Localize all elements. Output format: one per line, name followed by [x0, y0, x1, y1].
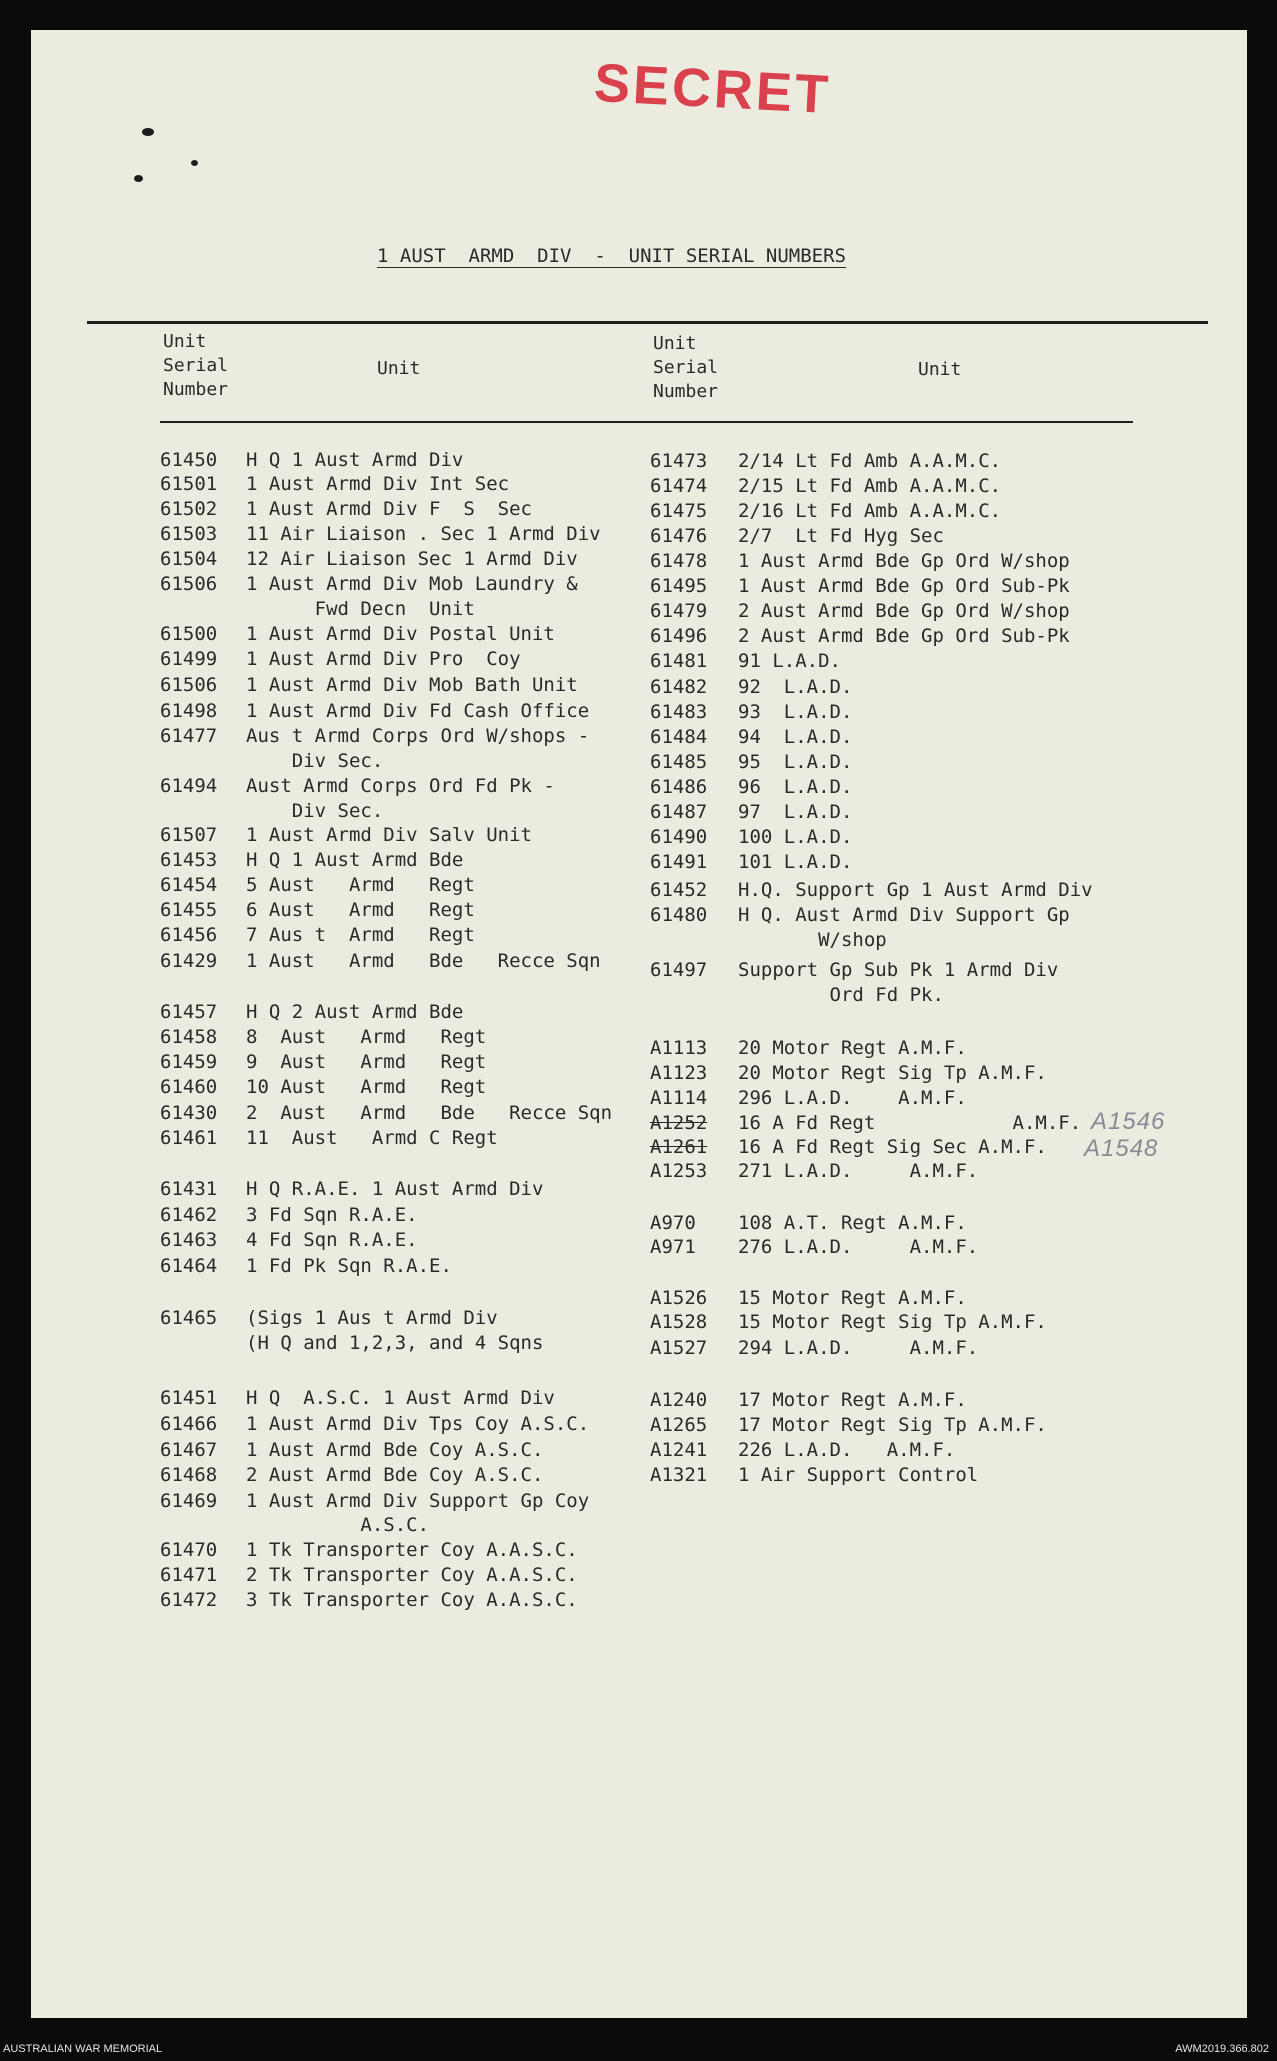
- unit-serial-number: A1241: [650, 1439, 708, 1461]
- unit-name: Div Sec.: [246, 800, 384, 822]
- unit-serial-number: 61462: [160, 1204, 218, 1226]
- unit-serial-number: 61486: [650, 776, 708, 798]
- unit-serial-number: 61494: [160, 775, 218, 797]
- unit-name: 17 Motor Regt A.M.F.: [738, 1389, 967, 1411]
- left-serial-header: Unit Serial Number: [163, 331, 229, 400]
- unit-name: 2 Aust Armd Bde Gp Ord W/shop: [738, 600, 1070, 622]
- unit-serial-number: 61458: [160, 1026, 218, 1048]
- unit-serial-number: A1261: [650, 1136, 708, 1158]
- unit-serial-number: 61460: [160, 1076, 218, 1098]
- unit-serial-number: 61507: [160, 824, 218, 846]
- unit-name: 91 L.A.D.: [738, 650, 841, 672]
- unit-name: 8 Aust Armd Regt: [246, 1026, 487, 1048]
- unit-serial-number: A1321: [650, 1464, 708, 1486]
- footer-left: AUSTRALIAN WAR MEMORIAL: [3, 2043, 163, 2055]
- unit-name: H Q. Aust Armd Div Support Gp: [738, 904, 1070, 926]
- unit-serial-number: A1528: [650, 1311, 708, 1333]
- unit-name: 1 Tk Transporter Coy A.A.S.C.: [246, 1539, 578, 1561]
- paper-blemish: [191, 160, 198, 166]
- unit-name: 94 L.A.D.: [738, 726, 853, 748]
- unit-name: 2 Aust Armd Bde Recce Sqn: [246, 1102, 613, 1124]
- unit-serial-number: 61463: [160, 1229, 218, 1251]
- unit-name: 5 Aust Armd Regt: [246, 874, 475, 896]
- unit-serial-number: 61481: [650, 650, 708, 672]
- unit-name: 9 Aust Armd Regt: [246, 1051, 487, 1073]
- unit-name: 4 Fd Sqn R.A.E.: [246, 1229, 418, 1251]
- unit-serial-number: 61430: [160, 1102, 218, 1124]
- paper-blemish: [134, 175, 143, 182]
- unit-name: Aust Armd Corps Ord Fd Pk -: [246, 775, 555, 797]
- unit-name: 2/7 Lt Fd Hyg Sec: [738, 525, 944, 547]
- unit-name: 1 Aust Armd Bde Gp Ord W/shop: [738, 550, 1070, 572]
- unit-serial-number: A1113: [650, 1037, 708, 1059]
- unit-serial-number: A1253: [650, 1160, 708, 1182]
- unit-serial-number: 61495: [650, 575, 708, 597]
- unit-name: 2 Tk Transporter Coy A.A.S.C.: [246, 1564, 578, 1586]
- unit-name: 1 Aust Armd Div Salv Unit: [246, 824, 532, 846]
- unit-name: 1 Aust Armd Div Mob Laundry &: [246, 573, 578, 595]
- unit-name: W/shop: [738, 929, 887, 951]
- unit-name: 1 Aust Armd Div Mob Bath Unit: [246, 674, 578, 696]
- unit-serial-number: 61455: [160, 899, 218, 921]
- unit-serial-number: A971: [650, 1236, 696, 1258]
- unit-serial-number: 61464: [160, 1255, 218, 1277]
- unit-serial-number: 61468: [160, 1464, 218, 1486]
- unit-serial-number: A1123: [650, 1062, 708, 1084]
- unit-name: 276 L.A.D. A.M.F.: [738, 1236, 979, 1258]
- unit-name: 108 A.T. Regt A.M.F.: [738, 1212, 967, 1234]
- unit-name: Support Gp Sub Pk 1 Armd Div: [738, 959, 1059, 981]
- unit-name: A.S.C.: [246, 1514, 430, 1536]
- unit-name: H Q 2 Aust Armd Bde: [246, 1001, 464, 1023]
- unit-name: 96 L.A.D.: [738, 776, 853, 798]
- unit-name: 15 Motor Regt Sig Tp A.M.F.: [738, 1311, 1047, 1333]
- unit-serial-number: A1527: [650, 1337, 708, 1359]
- unit-name: 1 Aust Armd Div Fd Cash Office: [246, 700, 590, 722]
- handwritten-note: A1548: [1084, 1135, 1159, 1162]
- unit-serial-number: 61499: [160, 648, 218, 670]
- unit-name: 3 Fd Sqn R.A.E.: [246, 1204, 418, 1226]
- unit-serial-number: 61470: [160, 1539, 218, 1561]
- unit-serial-number: 61469: [160, 1490, 218, 1512]
- unit-name: Ord Fd Pk.: [738, 984, 944, 1006]
- unit-serial-number: 61506: [160, 674, 218, 696]
- unit-name: 1 Aust Armd Div Postal Unit: [246, 623, 555, 645]
- unit-name: 95 L.A.D.: [738, 751, 853, 773]
- unit-name: 10 Aust Armd Regt: [246, 1076, 487, 1098]
- unit-name: 1 Air Support Control: [738, 1464, 979, 1486]
- unit-name: Div Sec.: [246, 750, 384, 772]
- unit-serial-number: 61450: [160, 449, 218, 471]
- unit-name: 2/15 Lt Fd Amb A.A.M.C.: [738, 475, 1002, 497]
- left-unit-header: Unit: [377, 358, 421, 379]
- unit-name: 2 Aust Armd Bde Coy A.S.C.: [246, 1464, 544, 1486]
- unit-name: 15 Motor Regt A.M.F.: [738, 1287, 967, 1309]
- unit-name: H.Q. Support Gp 1 Aust Armd Div: [738, 879, 1093, 901]
- unit-name: 2 Aust Armd Bde Gp Ord Sub-Pk: [738, 625, 1070, 647]
- unit-serial-number: 61496: [650, 625, 708, 647]
- unit-name: 6 Aust Armd Regt: [246, 899, 475, 921]
- unit-serial-number: A1265: [650, 1414, 708, 1436]
- unit-name: 17 Motor Regt Sig Tp A.M.F.: [738, 1414, 1047, 1436]
- unit-name: 226 L.A.D. A.M.F.: [738, 1439, 956, 1461]
- unit-name: H Q 1 Aust Armd Bde: [246, 849, 464, 871]
- unit-serial-number: 61472: [160, 1589, 218, 1611]
- unit-name: 2/16 Lt Fd Amb A.A.M.C.: [738, 500, 1002, 522]
- unit-serial-number: 61467: [160, 1439, 218, 1461]
- right-unit-header: Unit: [918, 359, 962, 380]
- unit-serial-number: A1252: [650, 1112, 708, 1134]
- unit-serial-number: A1240: [650, 1389, 708, 1411]
- unit-serial-number: 61484: [650, 726, 708, 748]
- unit-name: H Q R.A.E. 1 Aust Armd Div: [246, 1178, 544, 1200]
- unit-name: H Q 1 Aust Armd Div: [246, 449, 464, 471]
- unit-name: 16 A Fd Regt A.M.F.: [738, 1112, 1082, 1134]
- unit-name: 2/14 Lt Fd Amb A.A.M.C.: [738, 450, 1002, 472]
- unit-name: 1 Aust Armd Bde Coy A.S.C.: [246, 1439, 544, 1461]
- unit-serial-number: 61490: [650, 826, 708, 848]
- unit-serial-number: A970: [650, 1212, 696, 1234]
- unit-name: 100 L.A.D.: [738, 826, 853, 848]
- unit-name: 1 Aust Armd Div F S Sec: [246, 498, 532, 520]
- unit-name: 11 Aust Armd C Regt: [246, 1127, 498, 1149]
- unit-name: 296 L.A.D. A.M.F.: [738, 1087, 967, 1109]
- unit-serial-number: 61491: [650, 851, 708, 873]
- unit-serial-number: 61457: [160, 1001, 218, 1023]
- unit-serial-number: 61451: [160, 1387, 218, 1409]
- unit-serial-number: 61502: [160, 498, 218, 520]
- unit-name: 1 Aust Armd Bde Recce Sqn: [246, 950, 601, 972]
- unit-serial-number: 61454: [160, 874, 218, 896]
- unit-serial-number: 61465: [160, 1307, 218, 1329]
- unit-serial-number: 61473: [650, 450, 708, 472]
- unit-name: 16 A Fd Regt Sig Sec A.M.F.: [738, 1136, 1047, 1158]
- unit-name: 1 Aust Armd Div Tps Coy A.S.C.: [246, 1413, 590, 1435]
- unit-name: 12 Air Liaison Sec 1 Armd Div: [246, 548, 578, 570]
- unit-name: 271 L.A.D. A.M.F.: [738, 1160, 979, 1182]
- unit-name: 101 L.A.D.: [738, 851, 853, 873]
- unit-serial-number: 61482: [650, 676, 708, 698]
- document-title: 1 AUST ARMD DIV - UNIT SERIAL NUMBERS: [377, 245, 846, 267]
- unit-serial-number: 61479: [650, 600, 708, 622]
- top-rule: [87, 321, 1208, 324]
- unit-serial-number: 61483: [650, 701, 708, 723]
- paper-blemish: [142, 128, 154, 136]
- unit-serial-number: 61503: [160, 523, 218, 545]
- unit-serial-number: 61429: [160, 950, 218, 972]
- unit-serial-number: 61504: [160, 548, 218, 570]
- unit-serial-number: 61452: [650, 879, 708, 901]
- unit-name: Fwd Decn Unit: [246, 598, 475, 620]
- unit-name: 97 L.A.D.: [738, 801, 853, 823]
- unit-serial-number: 61500: [160, 623, 218, 645]
- unit-serial-number: 61461: [160, 1127, 218, 1149]
- unit-serial-number: 61487: [650, 801, 708, 823]
- unit-serial-number: 61477: [160, 725, 218, 747]
- unit-serial-number: 61475: [650, 500, 708, 522]
- unit-name: 11 Air Liaison . Sec 1 Armd Div: [246, 523, 601, 545]
- unit-name: H Q A.S.C. 1 Aust Armd Div: [246, 1387, 555, 1409]
- unit-name: 93 L.A.D.: [738, 701, 853, 723]
- unit-serial-number: 61471: [160, 1564, 218, 1586]
- unit-serial-number: 61478: [650, 550, 708, 572]
- unit-name: 1 Aust Armd Div Pro Coy: [246, 648, 521, 670]
- unit-serial-number: 61459: [160, 1051, 218, 1073]
- unit-serial-number: 61431: [160, 1178, 218, 1200]
- unit-name: Aus t Armd Corps Ord W/shops -: [246, 725, 590, 747]
- right-serial-header: Unit Serial Number: [653, 333, 719, 402]
- unit-serial-number: 61506: [160, 573, 218, 595]
- unit-name: 20 Motor Regt Sig Tp A.M.F.: [738, 1062, 1047, 1084]
- unit-name: 1 Fd Pk Sqn R.A.E.: [246, 1255, 452, 1277]
- unit-serial-number: A1114: [650, 1087, 708, 1109]
- unit-name: (H Q and 1,2,3, and 4 Sqns: [246, 1332, 544, 1354]
- unit-serial-number: 61498: [160, 700, 218, 722]
- secret-stamp: SECRET: [592, 52, 833, 126]
- unit-serial-number: 61497: [650, 959, 708, 981]
- unit-serial-number: 61466: [160, 1413, 218, 1435]
- unit-name: 1 Aust Armd Div Support Gp Coy: [246, 1490, 590, 1512]
- unit-name: 20 Motor Regt A.M.F.: [738, 1037, 967, 1059]
- unit-name: 1 Aust Armd Div Int Sec: [246, 473, 510, 495]
- unit-serial-number: 61453: [160, 849, 218, 871]
- unit-name: 1 Aust Armd Bde Gp Ord Sub-Pk: [738, 575, 1070, 597]
- unit-serial-number: 61474: [650, 475, 708, 497]
- header-rule: [160, 421, 1133, 423]
- unit-name: 92 L.A.D.: [738, 676, 853, 698]
- handwritten-note: A1546: [1091, 1108, 1166, 1135]
- unit-name: 294 L.A.D. A.M.F.: [738, 1337, 979, 1359]
- unit-serial-number: 61476: [650, 525, 708, 547]
- footer-right: AWM2019.366.802: [1175, 2043, 1269, 2055]
- document-page: [31, 30, 1247, 2018]
- unit-name: 7 Aus t Armd Regt: [246, 924, 475, 946]
- unit-serial-number: 61501: [160, 473, 218, 495]
- unit-serial-number: 61485: [650, 751, 708, 773]
- unit-serial-number: 61480: [650, 904, 708, 926]
- unit-serial-number: A1526: [650, 1287, 708, 1309]
- unit-serial-number: 61456: [160, 924, 218, 946]
- unit-name: 3 Tk Transporter Coy A.A.S.C.: [246, 1589, 578, 1611]
- unit-name: (Sigs 1 Aus t Armd Div: [246, 1307, 498, 1329]
